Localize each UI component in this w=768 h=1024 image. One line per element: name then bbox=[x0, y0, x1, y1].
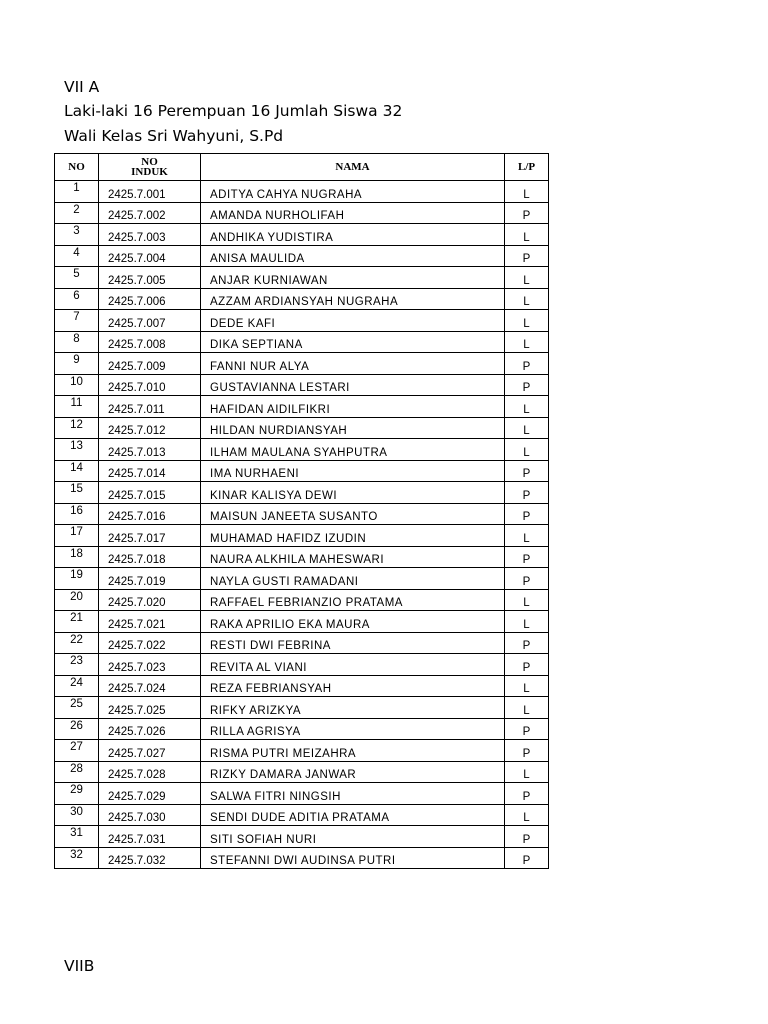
row-number: 24 bbox=[55, 675, 99, 697]
table-row bbox=[55, 460, 549, 482]
student-id: 2425.7.002 bbox=[99, 202, 201, 224]
student-id: 2425.7.007 bbox=[99, 310, 201, 332]
gender: L bbox=[505, 697, 549, 719]
gender: L bbox=[505, 804, 549, 826]
student-id: 2425.7.016 bbox=[99, 503, 201, 525]
gender: L bbox=[505, 267, 549, 289]
gender: P bbox=[505, 460, 549, 482]
student-id: 2425.7.003 bbox=[99, 224, 201, 246]
table-row bbox=[55, 804, 549, 826]
row-number: 2 bbox=[55, 202, 99, 224]
row-number: 17 bbox=[55, 525, 99, 547]
student-id: 2425.7.030 bbox=[99, 804, 201, 826]
table-row bbox=[55, 675, 549, 697]
row-number: 20 bbox=[55, 589, 99, 611]
row-number: 16 bbox=[55, 503, 99, 525]
table-row bbox=[55, 482, 549, 504]
student-name: RAKA APRILIO EKA MAURA bbox=[201, 611, 505, 633]
student-name: AMANDA NURHOLIFAH bbox=[201, 202, 505, 224]
student-id: 2425.7.004 bbox=[99, 245, 201, 267]
column-header-induk: NO INDUK bbox=[99, 154, 201, 181]
student-name: DIKA SEPTIANA bbox=[201, 331, 505, 353]
row-number: 12 bbox=[55, 417, 99, 439]
row-number: 3 bbox=[55, 224, 99, 246]
table-row bbox=[55, 847, 549, 869]
student-name: ANISA MAULIDA bbox=[201, 245, 505, 267]
row-number: 14 bbox=[55, 460, 99, 482]
student-name: SITI SOFIAH NURI bbox=[201, 826, 505, 848]
gender: P bbox=[505, 740, 549, 762]
class-title: VII A bbox=[64, 78, 100, 96]
column-header-lp: L/P bbox=[505, 154, 549, 181]
student-id: 2425.7.020 bbox=[99, 589, 201, 611]
table-row bbox=[55, 568, 549, 590]
table-row bbox=[55, 396, 549, 418]
student-name: RILLA AGRISYA bbox=[201, 718, 505, 740]
gender: P bbox=[505, 503, 549, 525]
table-row bbox=[55, 611, 549, 633]
table-row bbox=[55, 245, 549, 267]
student-name: REZA FEBRIANSYAH bbox=[201, 675, 505, 697]
gender: L bbox=[505, 396, 549, 418]
row-number: 5 bbox=[55, 267, 99, 289]
student-name: NAYLA GUSTI RAMADANI bbox=[201, 568, 505, 590]
gender: L bbox=[505, 675, 549, 697]
table-row bbox=[55, 181, 549, 203]
student-table bbox=[54, 153, 549, 869]
gender: P bbox=[505, 783, 549, 805]
table-row bbox=[55, 525, 549, 547]
gender: L bbox=[505, 525, 549, 547]
student-name: KINAR KALISYA DEWI bbox=[201, 482, 505, 504]
next-class-title: VIIB bbox=[64, 957, 95, 975]
gender: L bbox=[505, 611, 549, 633]
table-row bbox=[55, 224, 549, 246]
table-row bbox=[55, 417, 549, 439]
row-number: 13 bbox=[55, 439, 99, 461]
student-name: RIZKY DAMARA JANWAR bbox=[201, 761, 505, 783]
student-name: SALWA FITRI NINGSIH bbox=[201, 783, 505, 805]
table-row bbox=[55, 546, 549, 568]
student-id: 2425.7.023 bbox=[99, 654, 201, 676]
student-id: 2425.7.015 bbox=[99, 482, 201, 504]
row-number: 25 bbox=[55, 697, 99, 719]
gender: L bbox=[505, 181, 549, 203]
gender: L bbox=[505, 439, 549, 461]
row-number: 15 bbox=[55, 482, 99, 504]
student-id: 2425.7.009 bbox=[99, 353, 201, 375]
table-row bbox=[55, 267, 549, 289]
table-row bbox=[55, 439, 549, 461]
table-row bbox=[55, 331, 549, 353]
gender: P bbox=[505, 482, 549, 504]
column-header-nama: NAMA bbox=[201, 154, 505, 181]
column-header-no: NO bbox=[55, 154, 99, 181]
student-id: 2425.7.012 bbox=[99, 417, 201, 439]
student-id: 2425.7.031 bbox=[99, 826, 201, 848]
table-row bbox=[55, 374, 549, 396]
student-id: 2425.7.025 bbox=[99, 697, 201, 719]
table-row bbox=[55, 740, 549, 762]
row-number: 11 bbox=[55, 396, 99, 418]
student-name: FANNI NUR ALYA bbox=[201, 353, 505, 375]
row-number: 22 bbox=[55, 632, 99, 654]
student-name: RESTI DWI FEBRINA bbox=[201, 632, 505, 654]
student-name: RAFFAEL FEBRIANZIO PRATAMA bbox=[201, 589, 505, 611]
student-id: 2425.7.021 bbox=[99, 611, 201, 633]
gender: L bbox=[505, 417, 549, 439]
row-number: 9 bbox=[55, 353, 99, 375]
student-id: 2425.7.022 bbox=[99, 632, 201, 654]
student-name: STEFANNI DWI AUDINSA PUTRI bbox=[201, 847, 505, 869]
gender: P bbox=[505, 826, 549, 848]
gender: P bbox=[505, 245, 549, 267]
student-name: RISMA PUTRI MEIZAHRA bbox=[201, 740, 505, 762]
student-id: 2425.7.005 bbox=[99, 267, 201, 289]
student-name: HAFIDAN AIDILFIKRI bbox=[201, 396, 505, 418]
row-number: 8 bbox=[55, 331, 99, 353]
row-number: 29 bbox=[55, 783, 99, 805]
homeroom-teacher: Wali Kelas Sri Wahyuni, S.Pd bbox=[64, 127, 284, 145]
row-number: 19 bbox=[55, 568, 99, 590]
student-name: HILDAN NURDIANSYAH bbox=[201, 417, 505, 439]
gender: P bbox=[505, 718, 549, 740]
row-number: 1 bbox=[55, 181, 99, 203]
row-number: 10 bbox=[55, 374, 99, 396]
student-id: 2425.7.010 bbox=[99, 374, 201, 396]
student-id: 2425.7.024 bbox=[99, 675, 201, 697]
student-name: IMA NURHAENI bbox=[201, 460, 505, 482]
table-row bbox=[55, 697, 549, 719]
student-name: GUSTAVIANNA LESTARI bbox=[201, 374, 505, 396]
student-id: 2425.7.001 bbox=[99, 181, 201, 203]
gender: L bbox=[505, 288, 549, 310]
student-id: 2425.7.027 bbox=[99, 740, 201, 762]
table-row bbox=[55, 654, 549, 676]
table-row bbox=[55, 353, 549, 375]
class-stats: Laki-laki 16 Perempuan 16 Jumlah Siswa 32 bbox=[64, 102, 403, 120]
student-id: 2425.7.013 bbox=[99, 439, 201, 461]
student-id: 2425.7.026 bbox=[99, 718, 201, 740]
table-row bbox=[55, 718, 549, 740]
gender: P bbox=[505, 374, 549, 396]
gender: L bbox=[505, 589, 549, 611]
row-number: 18 bbox=[55, 546, 99, 568]
student-id: 2425.7.028 bbox=[99, 761, 201, 783]
student-name: DEDE KAFI bbox=[201, 310, 505, 332]
table-row bbox=[55, 826, 549, 848]
row-number: 4 bbox=[55, 245, 99, 267]
student-id: 2425.7.014 bbox=[99, 460, 201, 482]
student-id: 2425.7.011 bbox=[99, 396, 201, 418]
student-id: 2425.7.018 bbox=[99, 546, 201, 568]
gender: P bbox=[505, 632, 549, 654]
row-number: 31 bbox=[55, 826, 99, 848]
student-name: REVITA AL VIANI bbox=[201, 654, 505, 676]
gender: L bbox=[505, 761, 549, 783]
gender: P bbox=[505, 546, 549, 568]
table-row bbox=[55, 589, 549, 611]
gender: L bbox=[505, 331, 549, 353]
gender: P bbox=[505, 654, 549, 676]
table-row bbox=[55, 503, 549, 525]
student-name: MUHAMAD HAFIDZ IZUDIN bbox=[201, 525, 505, 547]
student-id: 2425.7.019 bbox=[99, 568, 201, 590]
row-number: 7 bbox=[55, 310, 99, 332]
row-number: 30 bbox=[55, 804, 99, 826]
table-row bbox=[55, 783, 549, 805]
table-header-row bbox=[55, 154, 549, 181]
table-row bbox=[55, 288, 549, 310]
row-number: 32 bbox=[55, 847, 99, 869]
gender: P bbox=[505, 568, 549, 590]
gender: L bbox=[505, 310, 549, 332]
table-row bbox=[55, 632, 549, 654]
gender: P bbox=[505, 202, 549, 224]
student-id: 2425.7.008 bbox=[99, 331, 201, 353]
student-name: ADITYA CAHYA NUGRAHA bbox=[201, 181, 505, 203]
row-number: 26 bbox=[55, 718, 99, 740]
student-id: 2425.7.029 bbox=[99, 783, 201, 805]
table-row bbox=[55, 310, 549, 332]
row-number: 28 bbox=[55, 761, 99, 783]
student-id: 2425.7.017 bbox=[99, 525, 201, 547]
student-name: ANJAR KURNIAWAN bbox=[201, 267, 505, 289]
student-name: SENDI DUDE ADITIA PRATAMA bbox=[201, 804, 505, 826]
student-name: AZZAM ARDIANSYAH NUGRAHA bbox=[201, 288, 505, 310]
row-number: 23 bbox=[55, 654, 99, 676]
student-name: NAURA ALKHILA MAHESWARI bbox=[201, 546, 505, 568]
student-name: ILHAM MAULANA SYAHPUTRA bbox=[201, 439, 505, 461]
student-id: 2425.7.006 bbox=[99, 288, 201, 310]
student-name: ANDHIKA YUDISTIRA bbox=[201, 224, 505, 246]
student-id: 2425.7.032 bbox=[99, 847, 201, 869]
row-number: 27 bbox=[55, 740, 99, 762]
gender: P bbox=[505, 847, 549, 869]
row-number: 21 bbox=[55, 611, 99, 633]
student-name: MAISUN JANEETA SUSANTO bbox=[201, 503, 505, 525]
row-number: 6 bbox=[55, 288, 99, 310]
table-row bbox=[55, 202, 549, 224]
student-name: RIFKY ARIZKYA bbox=[201, 697, 505, 719]
gender: L bbox=[505, 224, 549, 246]
gender: P bbox=[505, 353, 549, 375]
table-row bbox=[55, 761, 549, 783]
